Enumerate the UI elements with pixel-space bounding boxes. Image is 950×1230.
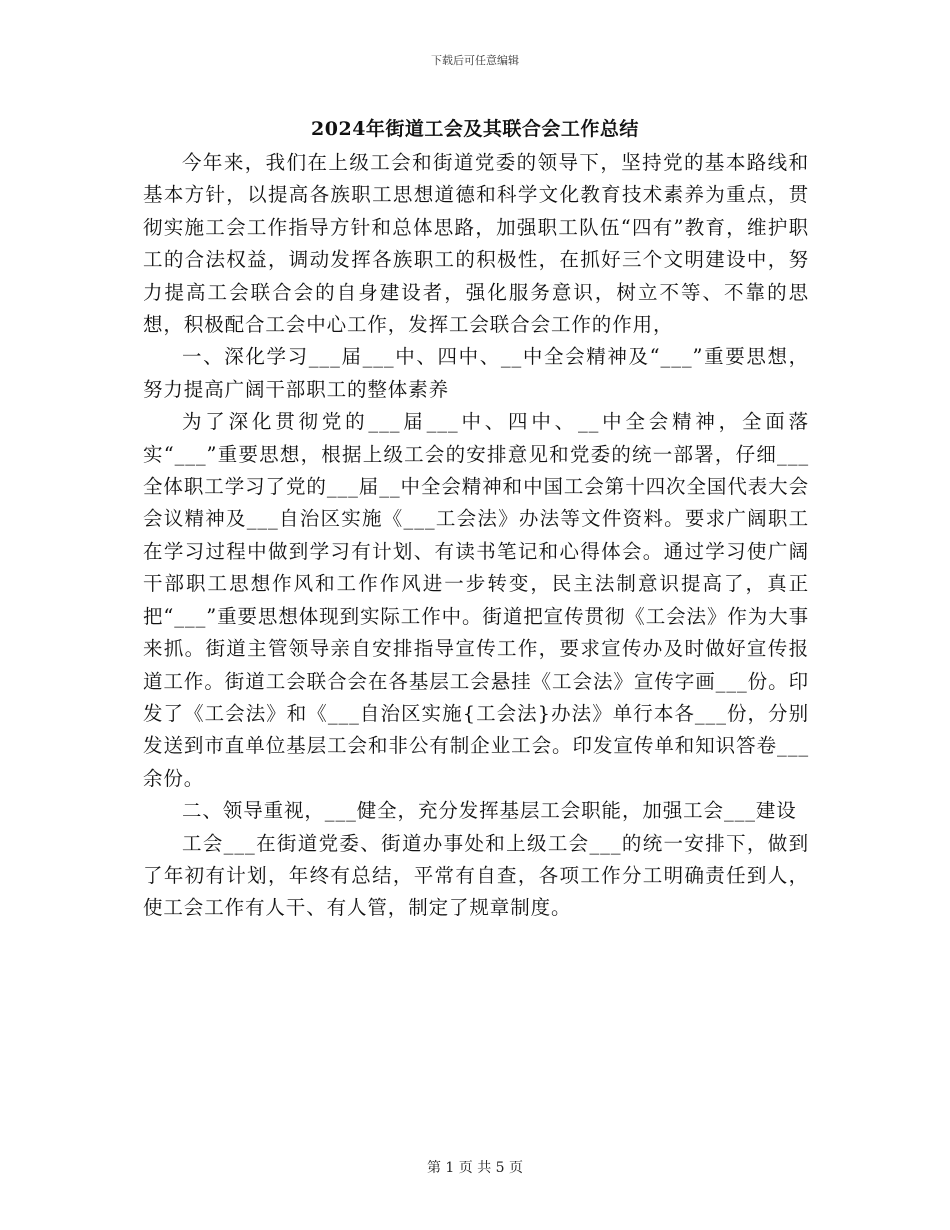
paragraph-intro: 今年来，我们在上级工会和街道党委的领导下，坚持党的基本路线和基本方针，以提高各族职工思想道德和科学文化教育技术素养为重点，贯彻实施工会工作指导方针和总体思路，加强职工队伍“四有”教育，维护职工的合法权益，调动发挥各族职工的积极性，在抓好三个文明建设中，努力提高工会联合会的自身建设者，强化服务意识，树立不等、不靠的思想，积极配合工会中心工作，发挥工会联合会工作的作用， [143,151,809,337]
page-number-indicator: 第 1 页 共 5 页 [426,1160,524,1176]
paragraph-section-2: 工会___在街道党委、街道办事处和上级工会___的统一安排下，做到了年初有计划，年终有总结，平常有自查，各项工作分工明确责任到人，使工会工作有人干、有人管，制定了规章制度。 [143,831,809,920]
paragraph-section-1: 为了深化贯彻党的___届___中、四中、__中全会精神，全面落实“___”重要思想，根据上级工会的安排意见和党委的统一部署，仔细___全体职工学习了党的___届__中全会精神和中国工会第十四次全国代表大会会议精神及___自治区实施《___工会法》办法等文件资料。要求广阔职工在学习过程中做到学习有计划、有读书笔记和心得体会。通过学习使广阔干部职工思想作风和工作作风进一步转变，民主法制意识提高了，真正把“___”重要思想体现到实际工作中。街道把宣传贯彻《工会法》作为大事来抓。街道主管领导亲自安排指导宣传工作，要求宣传办及时做好宣传报道工作。街道工会联合会在各基层工会悬挂《工会法》宣传字画___份。印发了《工会法》和《___自治区实施{工会法}办法》单行本各___份，分别发送到市直单位基层工会和非公有制企业工会。印发宣传单和知识答卷___余份。 [143,410,809,790]
section-heading-2: 二、领导重视，___健全，充分发挥基层工会职能，加强工会___建设 [182,799,797,823]
document-body [143,147,809,925]
page-header-note: 下载后可任意编辑 [431,54,519,67]
section-heading-1: 一、深化学习___届___中、四中、__中全会精神及“___”重要思想，努力提高广阔干部职工的整体素养 [143,345,809,401]
document-title: 2024年街道工会及其联合会工作总结 [311,118,639,140]
